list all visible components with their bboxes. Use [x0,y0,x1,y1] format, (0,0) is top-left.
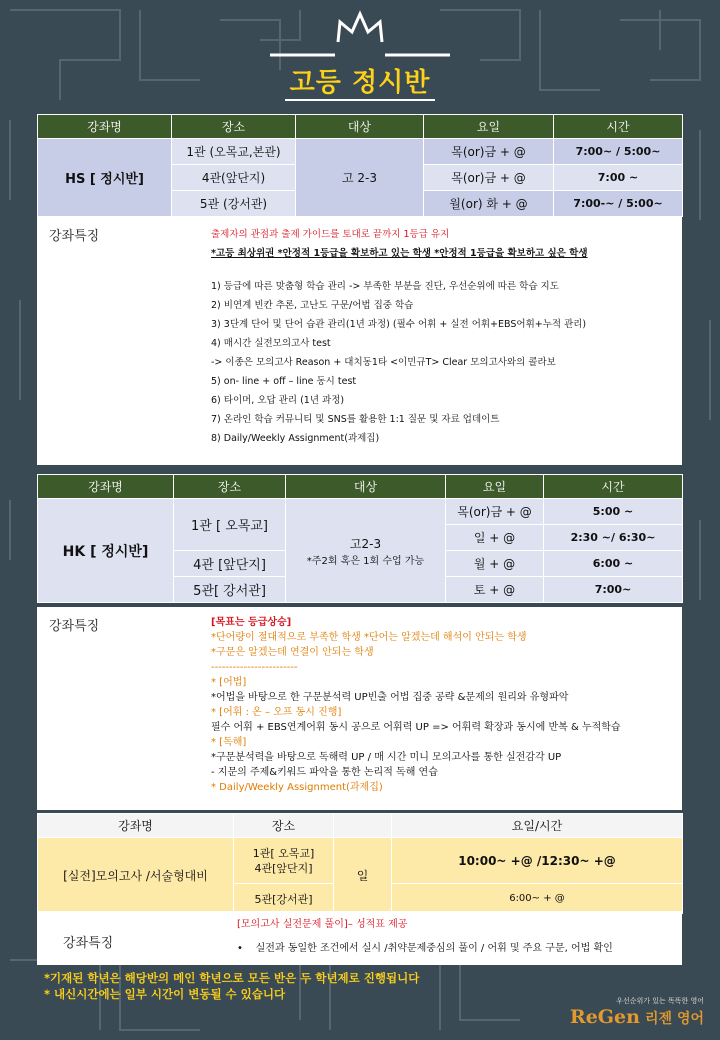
hk-feature-label: 강좌특징 [49,619,100,634]
col-header-day: 요일 [424,115,554,139]
hk-place-1: 1관 [ 오목교] [174,499,286,551]
hs-feature-item-5: -> 이종은 모의고사 Reason + 대치동1타 <이민규T> Clear 모의고사와의 콜라보 [211,357,556,368]
hk-time-2: 2:30 ~/ 6:30~ [544,525,683,551]
title-underline [0,0,720,112]
mock-schedule-table [37,813,683,914]
hk-sec1-title: * [어법] [211,677,247,688]
hk-day-4: 토 + @ [446,577,544,603]
col-header-day-time: 요일/시간 [392,814,683,838]
hs-place-3: 5관 (강서관) [172,191,296,217]
hs-time-3: 7:00-~ / 5:00~ [554,191,683,217]
hk-time-1: 5:00 ~ [544,499,683,525]
mock-course-name: [실전]모의고사 /서술형대비 [38,838,234,914]
hk-day-3: 월 + @ [446,551,544,577]
hs-feature-item-7: 6) 타이머, 오답 관리 (1년 과정) [211,395,345,406]
logo-slogan: 우선순위가 있는 똑똑한 영어 [616,997,704,1005]
hs-feature-item-8: 7) 온라인 학습 커뮤니티 및 SNS를 활용한 1:1 질문 및 자료 업데이트 [211,414,500,425]
hk-place-2: 4관 [앞단지] [174,551,286,577]
col-header-blank [334,814,392,838]
col-header-course: 강좌명 [38,475,174,499]
logo-brand-ko: 리젠 영어 [645,1011,704,1027]
footer-note-1: *기재된 학년은 해당반의 메인 학년으로 모든 반은 두 학년제로 진행됩니다 [44,971,420,985]
hk-time-4: 7:00~ [544,577,683,603]
hk-course-name: HK [ 정시반] [38,499,174,603]
col-header-course: 강좌명 [38,115,172,139]
page-title: 고등 정시반 [289,68,431,98]
hk-divider: ------------------------ [211,662,298,673]
hs-day-3: 월(or) 화 + @ [424,191,554,217]
footer-notes [44,970,419,1002]
mock-features [37,911,682,965]
hs-course-name: HS [ 정시반] [38,139,172,217]
col-header-target: 대상 [296,115,424,139]
mock-feature-head: [모의고사 실전문제 풀이]– 성적표 제공 [237,919,408,930]
hk-target-cell [286,499,446,603]
hs-feature-item-6: 5) on- line + off – line 동시 test [211,376,357,387]
hk-targets-1: *단어량이 절대적으로 부족한 학생 *단어는 알겠는데 해석이 안되는 학생 [211,632,527,643]
hs-time-2: 7:00 ~ [554,165,683,191]
header [0,0,720,112]
hk-sec3-text-1: *구문분석력을 바탕으로 독해력 UP / 매 시간 미니 모의고사를 통한 실전감각 UP [211,752,562,763]
hk-assignment: * Daily/Weekly Assignment(과제집) [211,782,383,793]
hs-feature-targets: *고등 최상위권 *안정적 1등급을 확보하고 있는 학생 *안정적 1등급을 확보하고 싶은 학생 [211,248,588,259]
hk-target-note: *주2회 혹은 1회 수업 가능 [306,555,425,567]
hk-targets-2: *구문은 알겠는데 연결이 안되는 학생 [211,647,374,658]
hk-sec2-text: 필수 어휘 + EBS연계어휘 동시 공으로 어휘력 UP => 어휘력 확장과 동시에 반복 & 누적학습 [211,722,621,733]
col-header-place: 장소 [234,814,334,838]
hk-sec2-title: * [어휘 : 온 – 오프 동시 진행] [211,707,342,718]
hs-feature-item-4: 4) 매시간 실전모의고사 test [211,338,331,349]
col-header-place: 장소 [172,115,296,139]
mock-feature-label: 강좌특징 [63,936,114,951]
col-header-course: 강좌명 [38,814,234,838]
logo-brand: ReGen [569,1006,640,1028]
hs-target: 고 2-3 [296,139,424,217]
hk-schedule-table [37,474,683,603]
hs-feature-head: 출제자의 관점과 출제 가이드를 토대로 끝까지 1등급 유지 [211,229,450,240]
mock-day: 일 [334,838,392,914]
hk-place-3: 5관[ 강서관] [174,577,286,603]
hs-features [37,217,682,465]
hs-place-2: 4관(앞단지) [172,165,296,191]
hs-feature-label: 강좌특징 [49,229,100,244]
hs-place-1: 1관 (오목교,본관) [172,139,296,165]
hs-day-2: 목(or)금 + @ [424,165,554,191]
mock-time-1: 10:00~ +@ /12:30~ +@ [392,838,683,884]
col-header-time: 시간 [544,475,683,499]
hs-feature-item-1: 1) 등급에 따른 맞춤형 학습 관리 -> 부족한 부분을 진단, 우선순위에 따른 학습 지도 [211,281,559,292]
mock-place-cell-1 [234,838,334,884]
hs-feature-item-9: 8) Daily/Weekly Assignment(과제집) [211,433,380,444]
hs-schedule-table [37,114,683,217]
hk-goal: [목표는 등급상승] [211,617,292,628]
hk-time-3: 6:00 ~ [544,551,683,577]
hs-day-1: 목(or)금 + @ [424,139,554,165]
col-header-time: 시간 [554,115,683,139]
hs-feature-item-3: 3) 3단계 단어 및 단어 습관 관리(1년 과정) (필수 어휘 + 실전 어휘+EBS어휘+누적 관리) [211,319,587,330]
brand-logo [570,996,704,1028]
hk-target: 고2-3 [349,536,382,551]
mock-place-1: 1관[ 오목교] [252,846,315,860]
hk-sec3-title: * [독해] [211,737,247,748]
hk-features [37,607,682,810]
hk-sec3-text-2: - 지문의 주제&키워드 파악을 통한 논리적 독해 연습 [211,767,438,778]
mock-place-2: 4관[앞단지] [254,861,313,875]
hk-sec1-text: *어법을 바탕으로 한 구문분석력 UP빈출 어법 집중 공략 &문제의 원리와 유형파악 [211,692,569,703]
hs-feature-item-2: 2) 비연계 빈칸 추론, 고난도 구문/어법 집중 학습 [211,300,414,311]
mock-feature-item-text: 실전과 동일한 조건에서 실시 /취약문제중심의 풀이 / 어휘 및 주요 구문, 어법 확인 [255,943,613,954]
mock-feature-item: • 실전과 동일한 조건에서 실시 /취약문제중심의 풀이 / 어휘 및 주요 구문, 어법 확인 [237,943,613,954]
mock-time-2: 6:00~ + @ [392,884,683,914]
hk-day-2: 일 + @ [446,525,544,551]
mock-place-3: 5관[강서관] [234,884,334,914]
hk-day-1: 목(or)금 + @ [446,499,544,525]
footer-note-2: * 내신시간에는 일부 시간이 변동될 수 있습니다 [44,987,286,1001]
hs-time-1: 7:00~ / 5:00~ [554,139,683,165]
col-header-target: 대상 [286,475,446,499]
col-header-place: 장소 [174,475,286,499]
col-header-day: 요일 [446,475,544,499]
